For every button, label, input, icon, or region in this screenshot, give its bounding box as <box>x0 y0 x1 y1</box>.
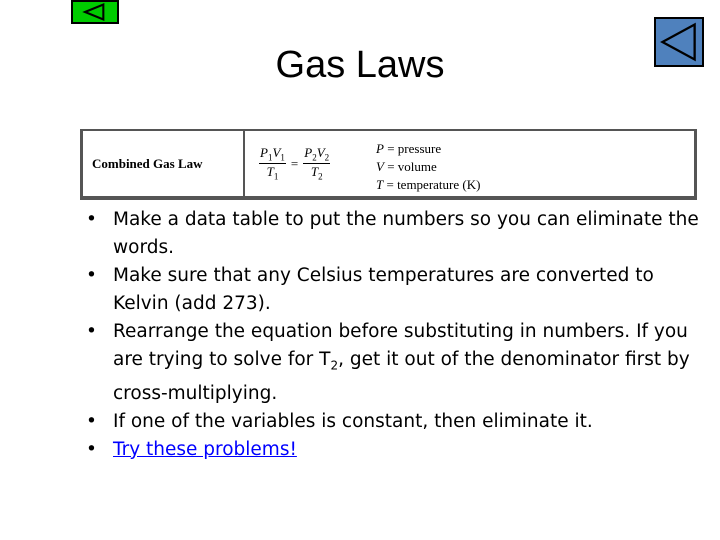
left-triangle-icon <box>73 2 117 22</box>
try-problems-link[interactable]: Try these problems! <box>113 438 297 460</box>
back-button-small[interactable] <box>71 0 119 24</box>
law-name: Combined Gas Law <box>83 131 245 196</box>
variable-row: V = volume <box>376 159 437 174</box>
variable-row: P = pressure <box>376 141 442 156</box>
list-item: • Rearrange the equation before substituting in numbers. If you are trying to solve for $T_2$, get it out of the denominator first by cross-multiplying. <box>86 321 690 404</box>
list-item: • Try these problems! <box>86 438 297 460</box>
equation-lhs: $\frac{P_1V_1}{T_1}$ <box>260 145 285 182</box>
equation-rhs: $\frac{P_2V_2}{T_2}$ <box>304 145 330 182</box>
list-item: • Make sure that any Celsius temperatures are converted to Kelvin (add 273). <box>86 265 654 314</box>
combined-gas-law-table <box>80 129 697 200</box>
list-item: • Make a data table to put the numbers so you can eliminate the words. <box>86 209 699 258</box>
bullet-list <box>82 206 702 464</box>
variable-definitions <box>373 131 480 196</box>
slide-title: Gas Laws <box>275 44 445 86</box>
variable-row: T = temperature (K) <box>376 177 481 192</box>
law-equation: $\frac{P_1V_1}{T_1}$ = $\frac{P_2V_2}{T_2}$ <box>260 145 330 182</box>
list-item: • If one of the variables is constant, then eliminate it. <box>86 410 593 432</box>
